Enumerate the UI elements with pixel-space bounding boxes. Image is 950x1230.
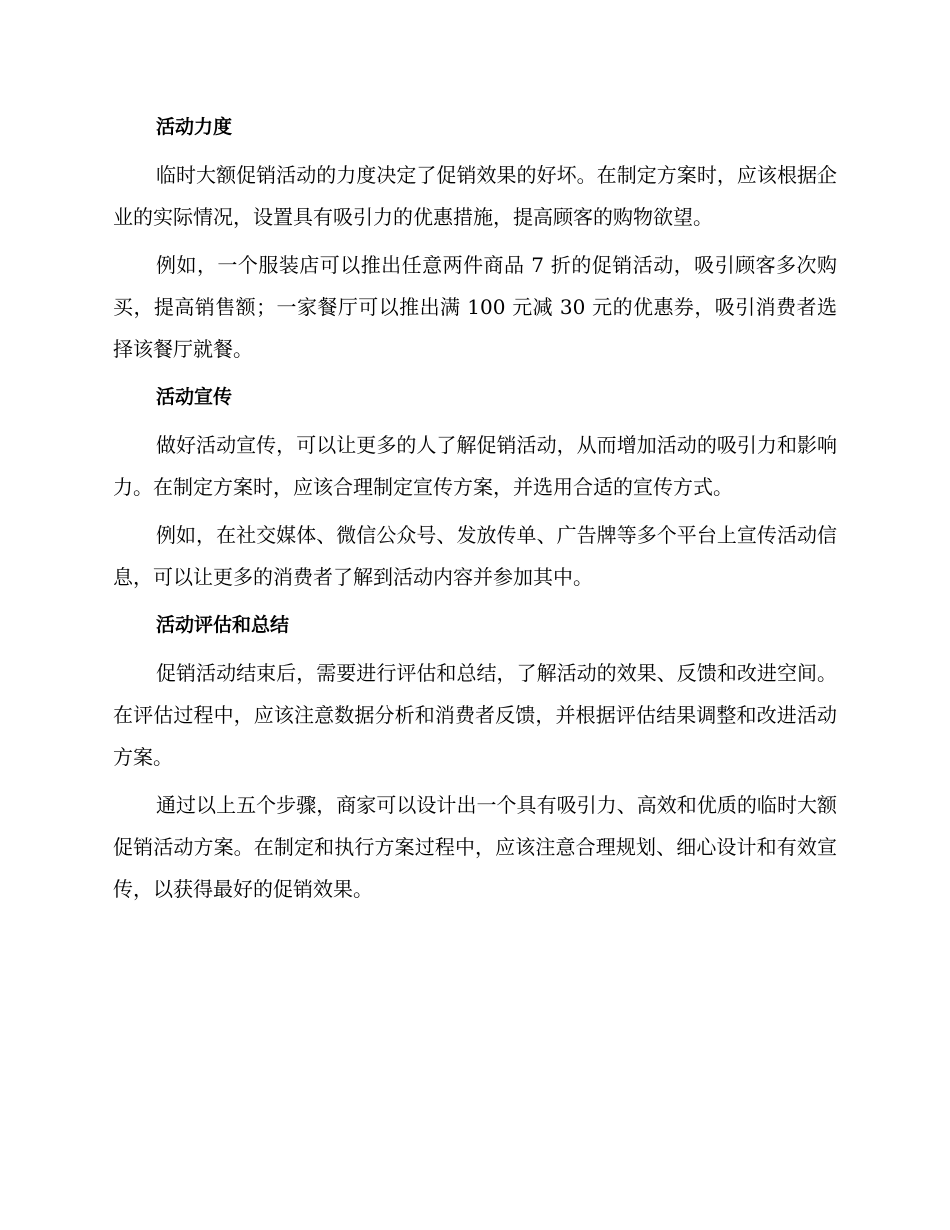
section-heading-activity-promotion: 活动宣传 xyxy=(156,386,233,408)
paragraph: 促销活动结束后，需要进行评估和总结，了解活动的效果、反馈和改进空间。在评估过程中，应该注意数据分析和消费者反馈，并根据评估结果调整和改进活动方案。 xyxy=(113,661,837,769)
paragraph: 通过以上五个步骤，商家可以设计出一个具有吸引力、高效和优质的临时大额促销活动方案。在制定和执行方案过程中，应该注意合理规划、细心设计和有效宣传，以获得最好的促销效果。 xyxy=(113,793,837,901)
section-heading-activity-intensity: 活动力度 xyxy=(156,116,233,138)
paragraph: 例如，在社交媒体、微信公众号、发放传单、广告牌等多个平台上宣传活动信息，可以让更多的消费者了解到活动内容并参加其中。 xyxy=(113,523,837,589)
paragraph: 例如，一个服装店可以推出任意两件商品 7 折的促销活动，吸引顾客多次购买，提高销售额；一家餐厅可以推出满 100 元减 30 元的优惠券，吸引消费者选择该餐厅就餐。 xyxy=(113,253,837,361)
paragraph: 临时大额促销活动的力度决定了促销效果的好坏。在制定方案时，应该根据企业的实际情况，设置具有吸引力的优惠措施，提高顾客的购物欲望。 xyxy=(113,163,837,229)
section-heading-evaluation-summary: 活动评估和总结 xyxy=(156,614,290,636)
document-body xyxy=(113,106,837,916)
paragraph: 做好活动宣传，可以让更多的人了解促销活动，从而增加活动的吸引力和影响力。在制定方案时，应该合理制定宣传方案，并选用合适的宣传方式。 xyxy=(113,433,837,499)
